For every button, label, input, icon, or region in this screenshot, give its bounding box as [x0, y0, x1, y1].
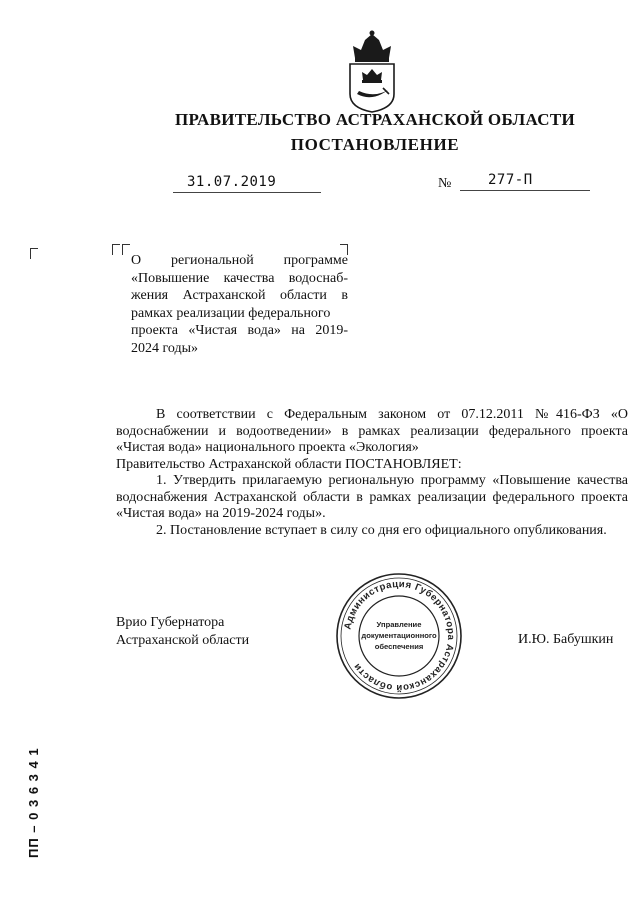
item-1-paragraph: 1. Утвердить прилагаемую региональную программу «Повышение качества водоснабжения Астраханской области в рамках реализации федерального проекта «Чистая вода» на 2019-2024 годы». [116, 473, 628, 521]
number-underline [460, 190, 590, 191]
preamble-paragraph: В соответствии с Федеральным законом от 07.12.2011 №416-ФЗ «О водоснабжении и водоотведении» в рамках реализации федерального проекта «Чистая вода» национального проекта «Экология» [116, 407, 628, 455]
number-label: № [438, 176, 452, 191]
serial-text: ПП – 0 3 6 3 4 1 [26, 747, 41, 858]
stamp-center-line: Управление [376, 620, 422, 629]
document-title [131, 252, 348, 357]
title-line: жения Астраханской области в [131, 288, 348, 303]
form-serial-number [18, 740, 46, 860]
stamp-ring-text: Администрация Губернатора Астраханской области [342, 578, 457, 694]
stamp-center-line: документационного [361, 631, 437, 640]
title-line: проекта «Чистая вода» на 2019- [131, 323, 348, 338]
document-type-heading: ПОСТАНОВЛЕНИЕ [290, 135, 460, 154]
position-line: Врио Губернатора [116, 615, 225, 630]
corner-mark-left [30, 248, 38, 259]
date-underline [173, 192, 321, 193]
resolution-line: Правительство Астраханской области ПОСТАНОВЛЯЕТ: [116, 456, 462, 472]
stamp-center-line: обеспечения [374, 642, 424, 651]
title-line: «Повышение качества водоснаб- [131, 270, 348, 286]
document-date: 31.07.2019 [187, 174, 277, 190]
signatory-position [116, 614, 249, 650]
official-stamp [335, 572, 463, 700]
coat-of-arms-emblem [341, 28, 403, 114]
item-2-paragraph: 2. Постановление вступает в силу со дня его официального опубликования. [156, 522, 607, 538]
corner-mark-title-left [112, 244, 120, 255]
corner-mark-title-left-inner [122, 244, 130, 255]
document-number: 277-П [488, 172, 533, 188]
title-line: рамках реализации федерального [131, 305, 331, 321]
title-line: О региональной программе [131, 253, 348, 268]
position-line: Астраханской области [116, 633, 250, 648]
document-body [116, 407, 628, 539]
organization-heading: ПРАВИТЕЛЬСТВО АСТРАХАНСКОЙ ОБЛАСТИ [175, 110, 575, 129]
signatory-name: И.Ю. Бабушкин [518, 632, 614, 647]
title-line: 2024 годы» [131, 340, 199, 356]
